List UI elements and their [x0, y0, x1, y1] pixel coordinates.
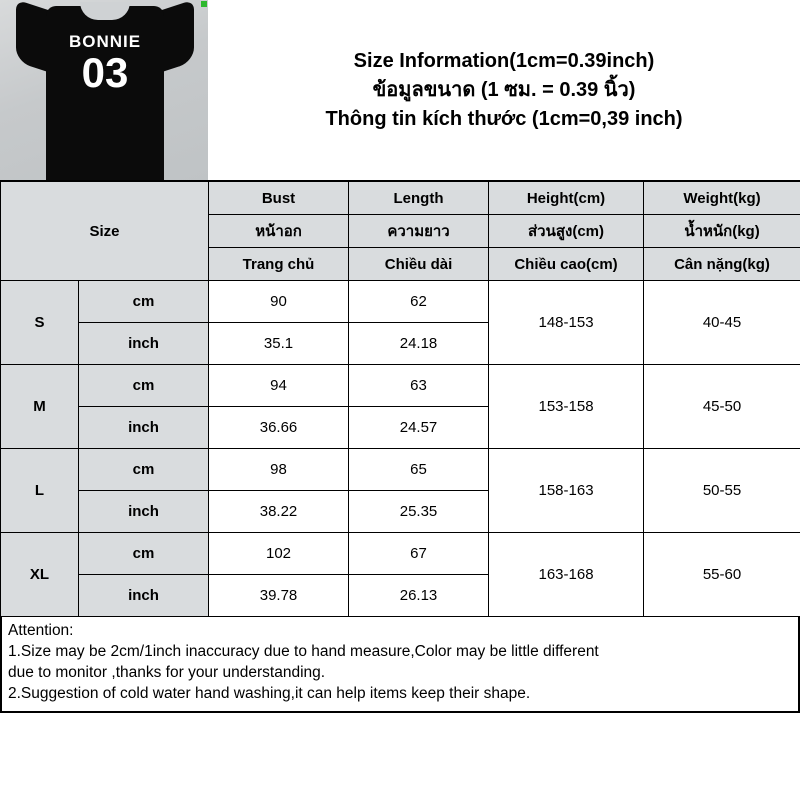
s-length-inch: 24.18: [349, 323, 489, 365]
unit-inch: inch: [79, 575, 209, 617]
header: [0, 0, 800, 180]
xl-bust-inch: 39.78: [209, 575, 349, 617]
l-length-cm: 65: [349, 449, 489, 491]
s-weight: 40-45: [644, 281, 800, 365]
attention-line-3: 2.Suggestion of cold water hand washing,it can help items keep their shape.: [8, 684, 531, 702]
l-height: 158-163: [489, 449, 644, 533]
l-length-inch: 25.35: [349, 491, 489, 533]
column-header-length-en: Length: [349, 181, 489, 215]
title-english: Size Information(1cm=0.39inch): [353, 49, 655, 72]
title-vietnamese: Thông tin kích thước (1cm=0,39 inch): [325, 107, 683, 130]
l-bust-cm: 98: [209, 449, 349, 491]
row-size-m: M: [1, 365, 79, 449]
attention-heading: Attention:: [8, 622, 74, 639]
xl-height: 163-168: [489, 533, 644, 617]
column-header-length-vi: Chiều dài: [349, 248, 489, 281]
unit-cm: cm: [79, 533, 209, 575]
m-length-inch: 24.57: [349, 407, 489, 449]
column-header-bust-en: Bust: [209, 181, 349, 215]
unit-inch: inch: [79, 323, 209, 365]
column-header-height-en: Height(cm): [489, 181, 644, 215]
m-length-cm: 63: [349, 365, 489, 407]
m-bust-inch: 36.66: [209, 407, 349, 449]
unit-inch: inch: [79, 407, 209, 449]
column-header-bust-th: หน้าอก: [209, 215, 349, 248]
tshirt-print-number: 03: [81, 49, 129, 96]
column-header-weight-vi: Cân nặng(kg): [644, 248, 800, 281]
column-header-bust-vi: Trang chủ: [209, 248, 349, 281]
s-height: 148-153: [489, 281, 644, 365]
size-label: Size: [1, 181, 209, 281]
column-header-height-vi: Chiều cao(cm): [489, 248, 644, 281]
table-row: [1, 365, 800, 407]
tshirt-illustration: [18, 0, 192, 180]
attention-line-2: due to monitor ,thanks for your understanding.: [8, 663, 326, 681]
unit-cm: cm: [79, 281, 209, 323]
m-weight: 45-50: [644, 365, 800, 449]
table-row: [1, 281, 800, 323]
xl-weight: 55-60: [644, 533, 800, 617]
row-size-l: L: [1, 449, 79, 533]
unit-cm: cm: [79, 449, 209, 491]
table-header-row-english: [1, 181, 800, 215]
s-length-cm: 62: [349, 281, 489, 323]
column-header-weight-th: น้ำหนัก(kg): [644, 215, 800, 248]
xl-length-cm: 67: [349, 533, 489, 575]
xl-bust-cm: 102: [209, 533, 349, 575]
xl-length-inch: 26.13: [349, 575, 489, 617]
table-row: [1, 449, 800, 491]
s-bust-inch: 35.1: [209, 323, 349, 365]
m-bust-cm: 94: [209, 365, 349, 407]
title-block: [208, 0, 800, 180]
footer-whitespace: [0, 713, 800, 769]
unit-cm: cm: [79, 365, 209, 407]
attention-block: [0, 617, 800, 713]
column-header-weight-en: Weight(kg): [644, 181, 800, 215]
column-header-length-th: ความยาว: [349, 215, 489, 248]
title-thai: ข้อมูลขนาด (1 ซม. = 0.39 นิ้ว): [372, 78, 636, 101]
column-header-height-th: ส่วนสูง(cm): [489, 215, 644, 248]
photo-corner-marker: [201, 1, 207, 7]
tshirt-print-name: BONNIE: [68, 32, 142, 51]
attention-line-1: 1.Size may be 2cm/1inch inaccuracy due to hand measure,Color may be little different: [8, 642, 599, 660]
l-bust-inch: 38.22: [209, 491, 349, 533]
m-height: 153-158: [489, 365, 644, 449]
table-row: [1, 533, 800, 575]
l-weight: 50-55: [644, 449, 800, 533]
row-size-s: S: [1, 281, 79, 365]
unit-inch: inch: [79, 491, 209, 533]
s-bust-cm: 90: [209, 281, 349, 323]
product-photo: [0, 0, 208, 180]
size-table: [0, 180, 800, 617]
row-size-xl: XL: [1, 533, 79, 617]
